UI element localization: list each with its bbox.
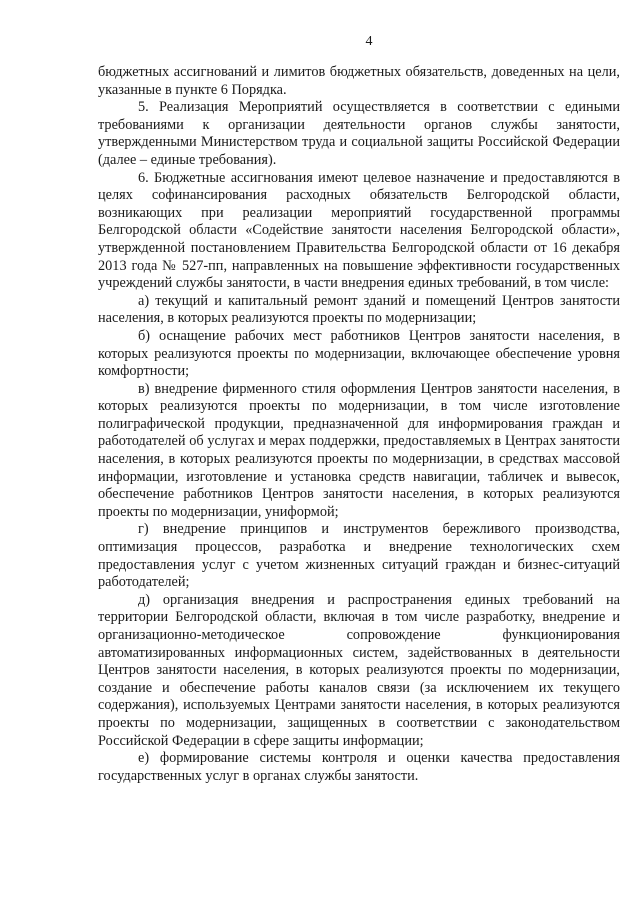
subitem-e: е) формирование системы контроля и оценки качества предоставления государственных услуг в органах службы занятости. bbox=[98, 750, 620, 784]
paragraph-item-6: 6. Бюджетные ассигнования имеют целевое назначение и предоставляются в целях софинансирования расходных обязательств Белгородской области, возникающих при реализации мероприятий государственной программы Белгородской области «Содействие занятости населения Белгородской области», утвержденной постановлением Правительства Белгородской области от 16 декабря 2013 года № 527-пп, направленных на повышение эффективности государственных учреждений службы занятости, в части внедрения единых требований, в том числе: bbox=[98, 169, 620, 292]
subitem-g: г) внедрение принципов и инструментов бережливого производства, оптимизация процессов, разработка и внедрение технологических схем предоставления услуг с учетом жизненных ситуаций граждан и бизнес-ситуаций работодателей; bbox=[98, 521, 620, 591]
paragraph-item-5: 5. Реализация Мероприятий осуществляется в соответствии с едиными требованиями к организации деятельности органов службы занятости, утвержденными Министерством труда и социальной защиты Российской Федерации (далее – единые требования). bbox=[98, 99, 620, 168]
page-number: 4 bbox=[365, 34, 373, 49]
subitem-b: б) оснащение рабочих мест работников Центров занятости населения, в которых реализуются проекты по модернизации, включающее обеспечение уровня комфортности; bbox=[98, 327, 620, 380]
paragraph-continuation: бюджетных ассигнований и лимитов бюджетных обязательств, доведенных на цели, указанные в пункте 6 Порядка. bbox=[98, 64, 620, 98]
subitem-a: а) текущий и капитальный ремонт зданий и помещений Центров занятости населения, в которых реализуются проекты по модернизации; bbox=[98, 292, 620, 327]
document-body bbox=[98, 64, 620, 785]
subitem-v: в) внедрение фирменного стиля оформления Центров занятости населения, в которых реализуются проекты по модернизации, в том числе изготовление полиграфической продукции, предназначенной для информирования граждан и работодателей об услугах и мерах поддержки, предоставляемых в Центрах занятости населения, в которых реализуются проекты по модернизации, в средствах массовой информации, изготовление и установка средств навигации, табличек и вывесок, обеспечение работников Центров занятости населения, в которых реализуются проекты по модернизации, униформой; bbox=[98, 380, 620, 520]
subitem-d: д) организация внедрения и распространения единых требований на территории Белгородской области, включая в том числе разработку, внедрение и организационно-методическое сопровождение функционирования автоматизированных информационных систем, задействованных в деятельности Центров занятости населения, в которых реализуются проекты по модернизации, создание и обеспечение работы каналов связи (за исключением их текущего содержания), используемых Центрами занятости населения, в которых реализуются проекты по модернизации, защищенных в соответствии с законодательством Российской Федерации в сфере защиты информации; bbox=[98, 591, 620, 749]
